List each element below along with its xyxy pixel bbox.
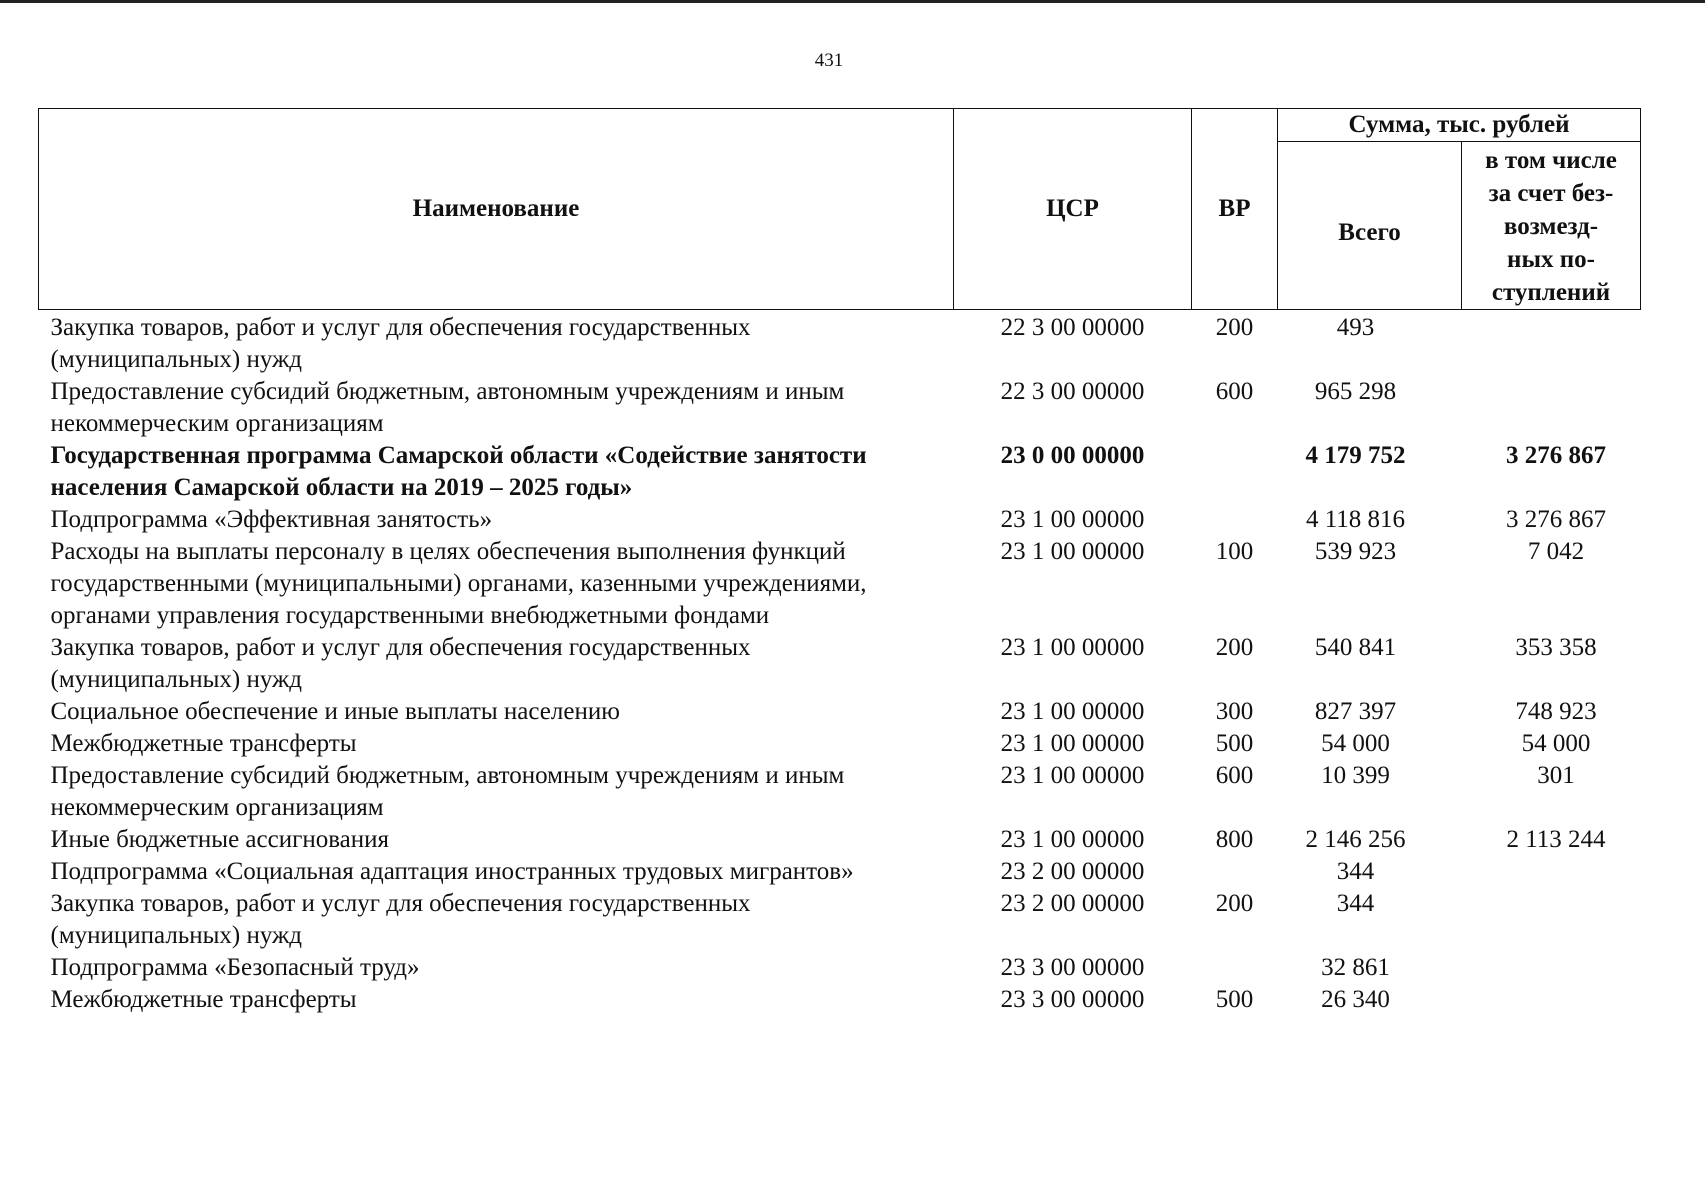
cell-vr: 500	[1215, 986, 1254, 1013]
cell-free: 2 113 244	[1506, 826, 1606, 853]
header-free-line: ступлений	[1491, 279, 1611, 306]
cell-csr: 22 3 00 00000	[1000, 378, 1145, 405]
cell-csr: 23 1 00 00000	[1000, 826, 1145, 853]
table-row	[39, 856, 1641, 888]
cell-vr	[1192, 504, 1278, 536]
page-number: 431	[814, 50, 844, 71]
cell-name: Подпрограмма «Социальная адаптация иностранных трудовых мигрантов»	[50, 858, 854, 885]
table-row	[39, 310, 1641, 377]
table-row	[39, 696, 1641, 728]
cell-vr: 200	[1215, 890, 1254, 917]
table-row	[39, 728, 1641, 760]
cell-name: Предоставление субсидий бюджетным, автономным учреждениям и иным некоммерческим организациям	[50, 378, 845, 437]
table-row	[39, 536, 1641, 632]
header-free-line: ных по-	[1507, 246, 1595, 273]
cell-free	[1462, 376, 1641, 440]
header-name: Наименование	[39, 109, 954, 310]
table-row	[39, 952, 1641, 984]
table-row	[39, 632, 1641, 696]
cell-vr: 200	[1215, 314, 1254, 341]
cell-free	[1462, 984, 1641, 1016]
header-vr: ВР	[1192, 109, 1278, 310]
cell-csr: 23 0 00 00000	[1000, 442, 1145, 469]
cell-free	[1462, 888, 1641, 952]
cell-name: Расходы на выплаты персоналу в целях обеспечения выполнения функций государственными (муниципальными) органами, казенными учреждениями, органами управления государственными внебюджетными фондами	[50, 538, 867, 629]
cell-free: 748 923	[1515, 698, 1597, 725]
cell-csr: 23 1 00 00000	[1000, 762, 1145, 789]
cell-vr: 600	[1215, 378, 1254, 405]
cell-free: 54 000	[1521, 730, 1591, 757]
cell-free: 353 358	[1515, 634, 1597, 661]
table-row	[39, 984, 1641, 1016]
cell-name: Государственная программа Самарской области «Содействие занятости населения Самарской области на 2019 – 2025 годы»	[50, 442, 867, 501]
cell-total: 32 861	[1321, 954, 1390, 981]
cell-name: Подпрограмма «Безопасный труд»	[50, 954, 420, 981]
cell-name: Предоставление субсидий бюджетным, автономным учреждениям и иным некоммерческим организациям	[50, 762, 845, 821]
cell-free: 7 042	[1527, 538, 1585, 565]
cell-name: Социальное обеспечение и иные выплаты населению	[50, 698, 620, 725]
cell-name: Закупка товаров, работ и услуг для обеспечения государственных (муниципальных) нужд	[50, 890, 751, 949]
table-header	[39, 109, 1641, 310]
cell-csr: 23 1 00 00000	[1000, 538, 1145, 565]
header-free-funds	[1462, 142, 1641, 310]
cell-name: Иные бюджетные ассигнования	[50, 826, 390, 853]
cell-csr: 22 3 00 00000	[1000, 314, 1145, 341]
header-free-line: возмезд-	[1503, 213, 1599, 240]
cell-vr: 200	[1215, 634, 1254, 661]
cell-total: 26 340	[1321, 986, 1390, 1013]
cell-total: 965 298	[1314, 378, 1397, 405]
cell-vr: 800	[1215, 826, 1254, 853]
cell-name: Подпрограмма «Эффективная занятость»	[50, 506, 493, 533]
header-free-line: за счет без-	[1488, 180, 1614, 207]
cell-vr: 100	[1215, 538, 1254, 565]
table-row	[39, 888, 1641, 952]
cell-total: 539 923	[1314, 538, 1397, 565]
cell-free: 301	[1537, 762, 1575, 789]
header-csr: ЦСР	[954, 109, 1192, 310]
cell-free: 3 276 867	[1506, 506, 1606, 533]
cell-total: 827 397	[1314, 698, 1397, 725]
cell-csr: 23 2 00 00000	[1000, 858, 1145, 885]
cell-total: 344	[1336, 858, 1375, 885]
cell-vr: 300	[1215, 698, 1254, 725]
table-row	[39, 824, 1641, 856]
cell-vr: 500	[1215, 730, 1254, 757]
cell-vr	[1192, 952, 1278, 984]
cell-total: 4 179 752	[1305, 442, 1406, 469]
cell-total: 344	[1336, 890, 1375, 917]
cell-free	[1462, 856, 1641, 888]
budget-table	[38, 108, 1641, 1016]
cell-vr	[1192, 856, 1278, 888]
table-row	[39, 760, 1641, 824]
header-total: Всего	[1278, 142, 1462, 310]
table-row	[39, 504, 1641, 536]
cell-total: 2 146 256	[1305, 826, 1406, 853]
cell-csr: 23 2 00 00000	[1000, 890, 1145, 917]
cell-csr: 23 3 00 00000	[1000, 986, 1145, 1013]
cell-free	[1462, 310, 1641, 377]
table-body	[39, 310, 1641, 1017]
cell-csr: 23 3 00 00000	[1000, 954, 1145, 981]
cell-csr: 23 1 00 00000	[1000, 506, 1145, 533]
cell-vr: 600	[1215, 762, 1254, 789]
cell-name: Закупка товаров, работ и услуг для обеспечения государственных (муниципальных) нужд	[50, 314, 751, 373]
top-border-line	[0, 0, 1705, 3]
cell-total: 10 399	[1321, 762, 1390, 789]
cell-name: Межбюджетные трансферты	[50, 986, 357, 1013]
header-free-line: в том числе	[1485, 147, 1617, 174]
cell-name: Межбюджетные трансферты	[50, 730, 357, 757]
cell-total: 493	[1336, 314, 1375, 341]
cell-total: 4 118 816	[1305, 506, 1406, 533]
header-sum-group: Сумма, тыс. рублей	[1278, 109, 1641, 142]
cell-csr: 23 1 00 00000	[1000, 634, 1145, 661]
cell-name: Закупка товаров, работ и услуг для обеспечения государственных (муниципальных) нужд	[50, 634, 751, 693]
cell-free	[1462, 952, 1641, 984]
cell-total: 540 841	[1314, 634, 1397, 661]
cell-csr: 23 1 00 00000	[1000, 698, 1145, 725]
table-row	[39, 376, 1641, 440]
cell-vr	[1192, 440, 1278, 504]
cell-total: 54 000	[1321, 730, 1390, 757]
cell-free: 3 276 867	[1506, 442, 1606, 469]
table-row	[39, 440, 1641, 504]
cell-csr: 23 1 00 00000	[1000, 730, 1145, 757]
